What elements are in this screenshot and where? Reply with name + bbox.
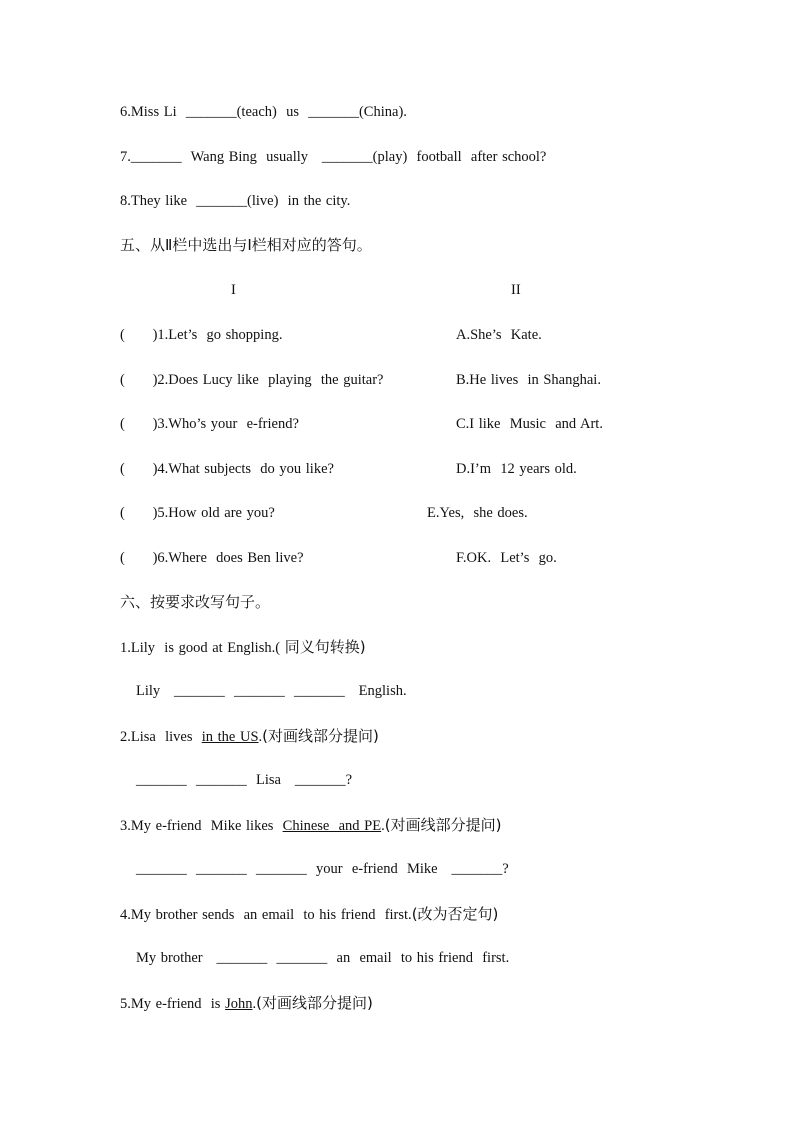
rewrite-text: 4.My brother sends an email to his friend first. [120, 907, 412, 923]
match-question-2: ( )2.Does Lucy like playing the guitar? [120, 372, 384, 388]
fill-blank-6: 6.Miss Li _______(teach) us _______(China). [120, 104, 407, 120]
fill-blank-7: 7._______ Wang Bing usually _______(play) football after school? [120, 149, 547, 165]
column-2-header: II [511, 282, 521, 298]
rewrite-question-4 [120, 905, 498, 924]
rewrite-period: . [252, 996, 257, 1012]
rewrite-period: . [381, 818, 385, 834]
fill-blank-8: 8.They like _______(live) in the city. [120, 193, 351, 209]
rewrite-text: 5.My e-friend is [120, 996, 226, 1012]
rewrite-answer-1: Lily _______ _______ _______ English. [136, 683, 407, 699]
rewrite-instruction: (对画线部分提问) [384, 816, 502, 834]
rewrite-text: 3.My e-friend Mike likes [120, 818, 283, 834]
match-answer-d: D.I’m 12 years old. [456, 461, 577, 477]
section-5-title: 五、从Ⅱ栏中选出与Ⅰ栏相对应的答句。 [120, 236, 372, 254]
match-answer-f: F.OK. Let’s go. [456, 550, 557, 566]
rewrite-question-1 [120, 638, 366, 657]
rewrite-answer-4: My brother _______ _______ an email to his friend first. [136, 950, 510, 966]
match-answer-c: C.I like Music and Art. [456, 416, 603, 432]
rewrite-period: . [258, 729, 263, 745]
section-6-title: 六、按要求改写句子。 [120, 593, 271, 611]
rewrite-instruction: (改为否定句) [411, 905, 499, 923]
rewrite-question-3 [120, 816, 501, 835]
match-answer-b: B.He lives in Shanghai. [456, 372, 601, 388]
match-answer-a: A.She’s Kate. [456, 327, 542, 343]
rewrite-text: 2.Lisa lives [120, 729, 202, 745]
rewrite-instruction: 同义句转换) [284, 638, 366, 656]
match-question-1: ( )1.Let’s go shopping. [120, 327, 283, 343]
underlined-phrase: in the US [201, 729, 259, 745]
rewrite-text: 1.Lily is good at English.( [120, 640, 285, 656]
underlined-phrase: Chinese and PE [282, 818, 382, 834]
match-question-5: ( )5.How old are you? [120, 505, 275, 521]
match-question-4: ( )4.What subjects do you like? [120, 461, 334, 477]
match-answer-e: E.Yes, she does. [427, 505, 528, 521]
rewrite-question-2 [120, 727, 379, 746]
column-1-header: I [231, 282, 236, 298]
rewrite-instruction: (对画线部分提问) [262, 727, 379, 745]
underlined-phrase: John [225, 996, 253, 1012]
rewrite-question-5 [120, 994, 373, 1013]
rewrite-answer-3: _______ _______ _______ your e-friend Mike _______? [136, 861, 509, 877]
rewrite-instruction: (对画线部分提问) [256, 994, 373, 1012]
match-question-6: ( )6.Where does Ben live? [120, 550, 304, 566]
rewrite-answer-2: _______ _______ Lisa _______? [136, 772, 353, 788]
match-question-3: ( )3.Who’s your e-friend? [120, 416, 299, 432]
